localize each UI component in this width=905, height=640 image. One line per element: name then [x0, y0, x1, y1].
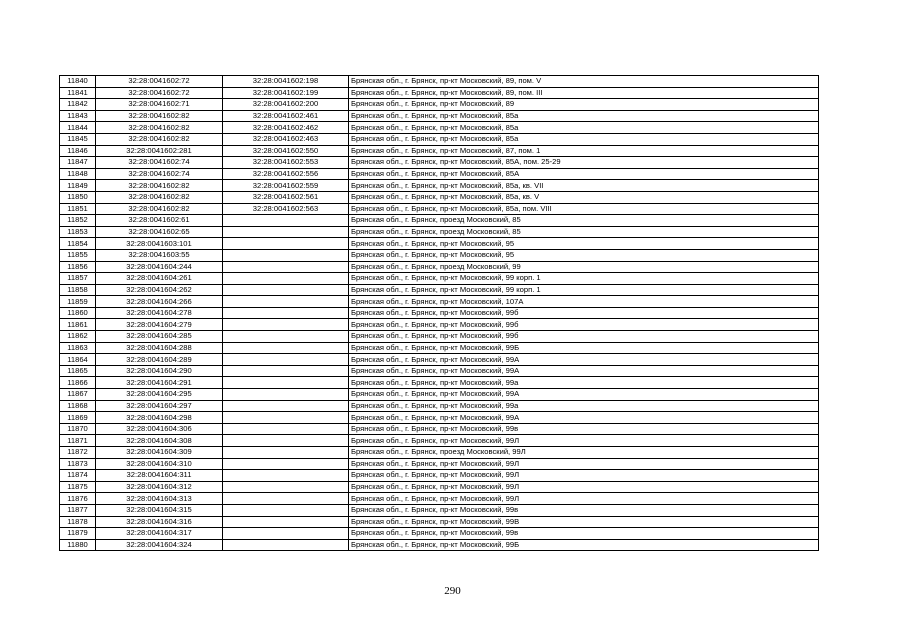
- row-number-cell: 11858: [60, 284, 96, 296]
- address-cell: Брянская обл., г. Брянск, пр-кт Московский, 99 корп. 1: [349, 273, 819, 285]
- building-cadastral-number-cell: 32:28:0041602:461: [223, 110, 349, 122]
- building-cadastral-number-cell: 32:28:0041602:463: [223, 133, 349, 145]
- land-cadastral-number-cell: 32:28:0041604:306: [96, 423, 223, 435]
- table-row: [60, 516, 819, 528]
- row-number-cell: 11871: [60, 435, 96, 447]
- building-cadastral-number-cell: [223, 307, 349, 319]
- table-row: [60, 331, 819, 343]
- building-cadastral-number-cell: 32:28:0041602:462: [223, 122, 349, 134]
- row-number-cell: 11870: [60, 423, 96, 435]
- row-number-cell: 11859: [60, 296, 96, 308]
- row-number-cell: 11861: [60, 319, 96, 331]
- row-number-cell: 11863: [60, 342, 96, 354]
- table-row: [60, 110, 819, 122]
- row-number-cell: 11867: [60, 389, 96, 401]
- table-row: [60, 133, 819, 145]
- row-number-cell: 11849: [60, 180, 96, 192]
- building-cadastral-number-cell: [223, 365, 349, 377]
- land-cadastral-number-cell: 32:28:0041602:82: [96, 203, 223, 215]
- address-cell: Брянская обл., г. Брянск, пр-кт Московский, 99Л: [349, 470, 819, 482]
- table-row: [60, 238, 819, 250]
- table-row: [60, 191, 819, 203]
- table-row: [60, 296, 819, 308]
- table-row: [60, 215, 819, 227]
- land-cadastral-number-cell: 32:28:0041602:61: [96, 215, 223, 227]
- address-cell: Брянская обл., г. Брянск, пр-кт Московский, 89, пом. III: [349, 87, 819, 99]
- address-cell: Брянская обл., г. Брянск, пр-кт Московский, 99А: [349, 365, 819, 377]
- land-cadastral-number-cell: 32:28:0041604:291: [96, 377, 223, 389]
- address-cell: Брянская обл., г. Брянск, пр-кт Московский, 99Л: [349, 493, 819, 505]
- land-cadastral-number-cell: 32:28:0041604:298: [96, 412, 223, 424]
- table-row: [60, 76, 819, 88]
- row-number-cell: 11877: [60, 504, 96, 516]
- land-cadastral-number-cell: 32:28:0041602:82: [96, 110, 223, 122]
- row-number-cell: 11862: [60, 331, 96, 343]
- address-cell: Брянская обл., г. Брянск, пр-кт Московский, 85а, пом. VIII: [349, 203, 819, 215]
- building-cadastral-number-cell: [223, 539, 349, 551]
- building-cadastral-number-cell: [223, 215, 349, 227]
- address-cell: Брянская обл., г. Брянск, пр-кт Московский, 99В: [349, 516, 819, 528]
- land-cadastral-number-cell: 32:28:0041604:312: [96, 481, 223, 493]
- table-row: [60, 180, 819, 192]
- building-cadastral-number-cell: [223, 470, 349, 482]
- table-row: [60, 528, 819, 540]
- row-number-cell: 11847: [60, 157, 96, 169]
- row-number-cell: 11868: [60, 400, 96, 412]
- land-cadastral-number-cell: 32:28:0041604:295: [96, 389, 223, 401]
- land-cadastral-number-cell: 32:28:0041604:310: [96, 458, 223, 470]
- building-cadastral-number-cell: [223, 400, 349, 412]
- address-cell: Брянская обл., г. Брянск, пр-кт Московский, 107А: [349, 296, 819, 308]
- land-cadastral-number-cell: 32:28:0041604:285: [96, 331, 223, 343]
- land-cadastral-number-cell: 32:28:0041604:262: [96, 284, 223, 296]
- land-cadastral-number-cell: 32:28:0041604:297: [96, 400, 223, 412]
- row-number-cell: 11875: [60, 481, 96, 493]
- row-number-cell: 11850: [60, 191, 96, 203]
- row-number-cell: 11878: [60, 516, 96, 528]
- building-cadastral-number-cell: [223, 447, 349, 459]
- address-cell: Брянская обл., г. Брянск, проезд Московский, 85: [349, 215, 819, 227]
- address-cell: Брянская обл., г. Брянск, пр-кт Московский, 99в: [349, 504, 819, 516]
- land-cadastral-number-cell: 32:28:0041604:289: [96, 354, 223, 366]
- table-row: [60, 423, 819, 435]
- address-cell: Брянская обл., г. Брянск, пр-кт Московский, 99б: [349, 307, 819, 319]
- address-cell: Брянская обл., г. Брянск, пр-кт Московский, 99Л: [349, 458, 819, 470]
- address-cell: Брянская обл., г. Брянск, проезд Московский, 85: [349, 226, 819, 238]
- table-row: [60, 226, 819, 238]
- building-cadastral-number-cell: 32:28:0041602:199: [223, 87, 349, 99]
- address-cell: Брянская обл., г. Брянск, пр-кт Московский, 87, пом. 1: [349, 145, 819, 157]
- land-cadastral-number-cell: 32:28:0041604:315: [96, 504, 223, 516]
- address-cell: Брянская обл., г. Брянск, пр-кт Московский, 99Л: [349, 481, 819, 493]
- row-number-cell: 11843: [60, 110, 96, 122]
- row-number-cell: 11856: [60, 261, 96, 273]
- row-number-cell: 11852: [60, 215, 96, 227]
- table-row: [60, 145, 819, 157]
- row-number-cell: 11860: [60, 307, 96, 319]
- land-cadastral-number-cell: 32:28:0041602:65: [96, 226, 223, 238]
- building-cadastral-number-cell: [223, 354, 349, 366]
- land-cadastral-number-cell: 32:28:0041604:244: [96, 261, 223, 273]
- row-number-cell: 11840: [60, 76, 96, 88]
- building-cadastral-number-cell: [223, 528, 349, 540]
- property-registry-table: [59, 75, 819, 551]
- building-cadastral-number-cell: [223, 261, 349, 273]
- table-row: [60, 458, 819, 470]
- address-cell: Брянская обл., г. Брянск, пр-кт Московский, 99А: [349, 412, 819, 424]
- address-cell: Брянская обл., г. Брянск, пр-кт Московский, 85а: [349, 122, 819, 134]
- address-cell: Брянская обл., г. Брянск, пр-кт Московский, 85а, кв. V: [349, 191, 819, 203]
- land-cadastral-number-cell: 32:28:0041604:324: [96, 539, 223, 551]
- address-cell: Брянская обл., г. Брянск, пр-кт Московский, 99Л: [349, 435, 819, 447]
- building-cadastral-number-cell: [223, 423, 349, 435]
- address-cell: Брянская обл., г. Брянск, проезд Московский, 99Л: [349, 447, 819, 459]
- address-cell: Брянская обл., г. Брянск, пр-кт Московский, 99б: [349, 319, 819, 331]
- address-cell: Брянская обл., г. Брянск, пр-кт Московский, 99а: [349, 400, 819, 412]
- table-row: [60, 284, 819, 296]
- building-cadastral-number-cell: [223, 238, 349, 250]
- land-cadastral-number-cell: 32:28:0041603:55: [96, 249, 223, 261]
- table-row: [60, 342, 819, 354]
- row-number-cell: 11864: [60, 354, 96, 366]
- table-row: [60, 273, 819, 285]
- land-cadastral-number-cell: 32:28:0041602:72: [96, 87, 223, 99]
- address-cell: Брянская обл., г. Брянск, пр-кт Московский, 95: [349, 249, 819, 261]
- building-cadastral-number-cell: 32:28:0041602:553: [223, 157, 349, 169]
- building-cadastral-number-cell: 32:28:0041602:556: [223, 168, 349, 180]
- building-cadastral-number-cell: [223, 516, 349, 528]
- land-cadastral-number-cell: 32:28:0041602:74: [96, 168, 223, 180]
- address-cell: Брянская обл., г. Брянск, пр-кт Московский, 99 корп. 1: [349, 284, 819, 296]
- building-cadastral-number-cell: [223, 296, 349, 308]
- address-cell: Брянская обл., г. Брянск, пр-кт Московский, 99А: [349, 389, 819, 401]
- address-cell: Брянская обл., г. Брянск, пр-кт Московский, 99а: [349, 377, 819, 389]
- row-number-cell: 11880: [60, 539, 96, 551]
- table-row: [60, 157, 819, 169]
- building-cadastral-number-cell: [223, 249, 349, 261]
- table-row: [60, 412, 819, 424]
- address-cell: Брянская обл., г. Брянск, пр-кт Московский, 85А, пом. 25-29: [349, 157, 819, 169]
- address-cell: Брянская обл., г. Брянск, пр-кт Московский, 85а: [349, 133, 819, 145]
- land-cadastral-number-cell: 32:28:0041604:309: [96, 447, 223, 459]
- table-row: [60, 377, 819, 389]
- building-cadastral-number-cell: 32:28:0041602:200: [223, 99, 349, 111]
- table-row: [60, 435, 819, 447]
- table-row: [60, 203, 819, 215]
- table-row: [60, 447, 819, 459]
- land-cadastral-number-cell: 32:28:0041602:82: [96, 180, 223, 192]
- land-cadastral-number-cell: 32:28:0041604:288: [96, 342, 223, 354]
- row-number-cell: 11851: [60, 203, 96, 215]
- land-cadastral-number-cell: 32:28:0041604:313: [96, 493, 223, 505]
- land-cadastral-number-cell: 32:28:0041604:266: [96, 296, 223, 308]
- building-cadastral-number-cell: [223, 319, 349, 331]
- building-cadastral-number-cell: [223, 458, 349, 470]
- row-number-cell: 11853: [60, 226, 96, 238]
- row-number-cell: 11841: [60, 87, 96, 99]
- address-cell: Брянская обл., г. Брянск, пр-кт Московский, 85а, кв. VII: [349, 180, 819, 192]
- building-cadastral-number-cell: [223, 435, 349, 447]
- land-cadastral-number-cell: 32:28:0041604:278: [96, 307, 223, 319]
- address-cell: Брянская обл., г. Брянск, пр-кт Московский, 99Б: [349, 539, 819, 551]
- building-cadastral-number-cell: [223, 342, 349, 354]
- land-cadastral-number-cell: 32:28:0041602:71: [96, 99, 223, 111]
- table-row: [60, 249, 819, 261]
- land-cadastral-number-cell: 32:28:0041604:317: [96, 528, 223, 540]
- land-cadastral-number-cell: 32:28:0041604:261: [96, 273, 223, 285]
- row-number-cell: 11855: [60, 249, 96, 261]
- row-number-cell: 11872: [60, 447, 96, 459]
- address-cell: Брянская обл., г. Брянск, пр-кт Московский, 89: [349, 99, 819, 111]
- table-row: [60, 307, 819, 319]
- table-row: [60, 354, 819, 366]
- address-cell: Брянская обл., г. Брянск, пр-кт Московский, 99Б: [349, 342, 819, 354]
- row-number-cell: 11854: [60, 238, 96, 250]
- address-cell: Брянская обл., г. Брянск, пр-кт Московский, 89, пом. V: [349, 76, 819, 88]
- building-cadastral-number-cell: 32:28:0041602:559: [223, 180, 349, 192]
- land-cadastral-number-cell: 32:28:0041602:72: [96, 76, 223, 88]
- address-cell: Брянская обл., г. Брянск, проезд Московский, 99: [349, 261, 819, 273]
- table-row: [60, 481, 819, 493]
- land-cadastral-number-cell: 32:28:0041602:82: [96, 133, 223, 145]
- land-cadastral-number-cell: 32:28:0041604:279: [96, 319, 223, 331]
- land-cadastral-number-cell: 32:28:0041604:311: [96, 470, 223, 482]
- table-row: [60, 493, 819, 505]
- table-row: [60, 122, 819, 134]
- row-number-cell: 11879: [60, 528, 96, 540]
- page-number: 290: [444, 585, 461, 597]
- row-number-cell: 11869: [60, 412, 96, 424]
- table-row: [60, 261, 819, 273]
- address-cell: Брянская обл., г. Брянск, пр-кт Московский, 99в: [349, 528, 819, 540]
- building-cadastral-number-cell: 32:28:0041602:198: [223, 76, 349, 88]
- land-cadastral-number-cell: 32:28:0041604:308: [96, 435, 223, 447]
- building-cadastral-number-cell: 32:28:0041602:563: [223, 203, 349, 215]
- table-body: [60, 76, 819, 551]
- address-cell: Брянская обл., г. Брянск, пр-кт Московский, 99А: [349, 354, 819, 366]
- land-cadastral-number-cell: 32:28:0041603:101: [96, 238, 223, 250]
- row-number-cell: 11842: [60, 99, 96, 111]
- building-cadastral-number-cell: 32:28:0041602:550: [223, 145, 349, 157]
- row-number-cell: 11865: [60, 365, 96, 377]
- row-number-cell: 11844: [60, 122, 96, 134]
- building-cadastral-number-cell: [223, 504, 349, 516]
- row-number-cell: 11866: [60, 377, 96, 389]
- building-cadastral-number-cell: [223, 331, 349, 343]
- land-cadastral-number-cell: 32:28:0041602:82: [96, 191, 223, 203]
- table-row: [60, 99, 819, 111]
- row-number-cell: 11874: [60, 470, 96, 482]
- row-number-cell: 11848: [60, 168, 96, 180]
- building-cadastral-number-cell: [223, 412, 349, 424]
- address-cell: Брянская обл., г. Брянск, пр-кт Московский, 95: [349, 238, 819, 250]
- address-cell: Брянская обл., г. Брянск, пр-кт Московский, 85А: [349, 168, 819, 180]
- address-cell: Брянская обл., г. Брянск, пр-кт Московский, 99в: [349, 423, 819, 435]
- table-row: [60, 87, 819, 99]
- table-row: [60, 400, 819, 412]
- table-row: [60, 539, 819, 551]
- row-number-cell: 11873: [60, 458, 96, 470]
- table-row: [60, 365, 819, 377]
- building-cadastral-number-cell: [223, 226, 349, 238]
- row-number-cell: 11876: [60, 493, 96, 505]
- address-cell: Брянская обл., г. Брянск, пр-кт Московский, 99б: [349, 331, 819, 343]
- land-cadastral-number-cell: 32:28:0041602:74: [96, 157, 223, 169]
- table-row: [60, 470, 819, 482]
- land-cadastral-number-cell: 32:28:0041602:82: [96, 122, 223, 134]
- table-row: [60, 168, 819, 180]
- land-cadastral-number-cell: 32:28:0041604:316: [96, 516, 223, 528]
- land-cadastral-number-cell: 32:28:0041602:281: [96, 145, 223, 157]
- row-number-cell: 11845: [60, 133, 96, 145]
- building-cadastral-number-cell: [223, 389, 349, 401]
- table-row: [60, 389, 819, 401]
- building-cadastral-number-cell: [223, 481, 349, 493]
- building-cadastral-number-cell: [223, 273, 349, 285]
- land-cadastral-number-cell: 32:28:0041604:290: [96, 365, 223, 377]
- building-cadastral-number-cell: [223, 284, 349, 296]
- address-cell: Брянская обл., г. Брянск, пр-кт Московский, 85а: [349, 110, 819, 122]
- building-cadastral-number-cell: [223, 493, 349, 505]
- building-cadastral-number-cell: [223, 377, 349, 389]
- row-number-cell: 11857: [60, 273, 96, 285]
- table-row: [60, 319, 819, 331]
- row-number-cell: 11846: [60, 145, 96, 157]
- building-cadastral-number-cell: 32:28:0041602:561: [223, 191, 349, 203]
- table-row: [60, 504, 819, 516]
